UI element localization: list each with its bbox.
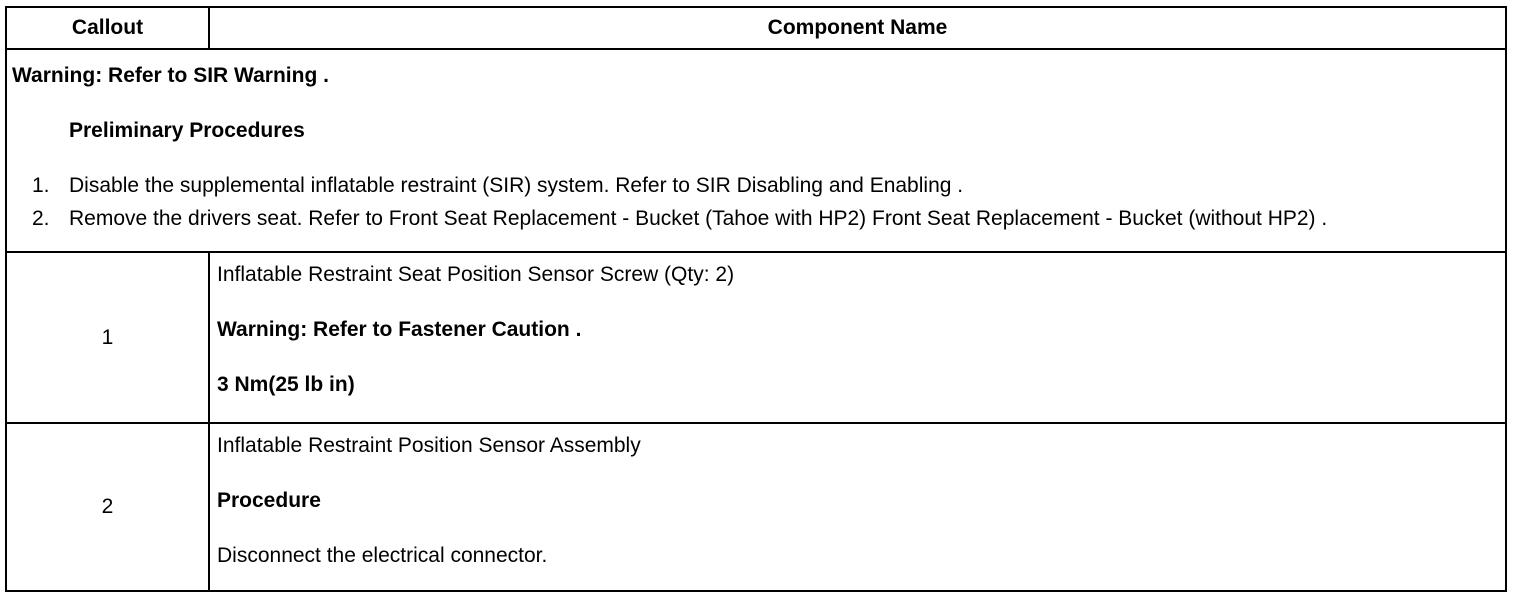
step-text: Disable the supplemental inflatable restraint (SIR) system. Refer to SIR Disabling and Enabling . bbox=[69, 174, 964, 197]
step-number: 1. bbox=[32, 174, 50, 197]
component-detail: 3 Nm(25 lb in) bbox=[217, 373, 355, 396]
preliminary-heading: Preliminary Procedures bbox=[69, 119, 305, 142]
component-note: Procedure bbox=[217, 489, 321, 512]
callout-column-header: Callout bbox=[6, 7, 209, 49]
callout-number: 2 bbox=[6, 423, 209, 591]
preliminary-row bbox=[6, 49, 1506, 252]
component-detail: Disconnect the electrical connector. bbox=[217, 544, 548, 567]
preliminary-cell bbox=[6, 49, 1506, 252]
step-number: 2. bbox=[32, 207, 50, 230]
list-item bbox=[12, 174, 1499, 198]
callout-number: 1 bbox=[6, 252, 209, 423]
component-cell bbox=[209, 423, 1506, 591]
table-row bbox=[6, 252, 1506, 423]
component-name: Inflatable Restraint Seat Position Sensor Screw (Qty: 2) bbox=[217, 263, 735, 286]
sir-warning: Warning: Refer to SIR Warning . bbox=[12, 64, 329, 87]
step-text: Remove the drivers seat. Refer to Front Seat Replacement - Bucket (Tahoe with HP2) Front Seat Replacement - Bucket (without HP2) . bbox=[69, 207, 1328, 230]
table-header-row bbox=[6, 7, 1506, 49]
preliminary-steps-list bbox=[12, 174, 1499, 231]
table-row bbox=[6, 423, 1506, 591]
callout-table bbox=[5, 6, 1507, 592]
list-item bbox=[12, 207, 1499, 231]
component-name: Inflatable Restraint Position Sensor Assembly bbox=[217, 434, 641, 457]
component-column-header: Component Name bbox=[209, 7, 1506, 49]
component-cell bbox=[209, 252, 1506, 423]
component-note: Warning: Refer to Fastener Caution . bbox=[217, 318, 582, 341]
